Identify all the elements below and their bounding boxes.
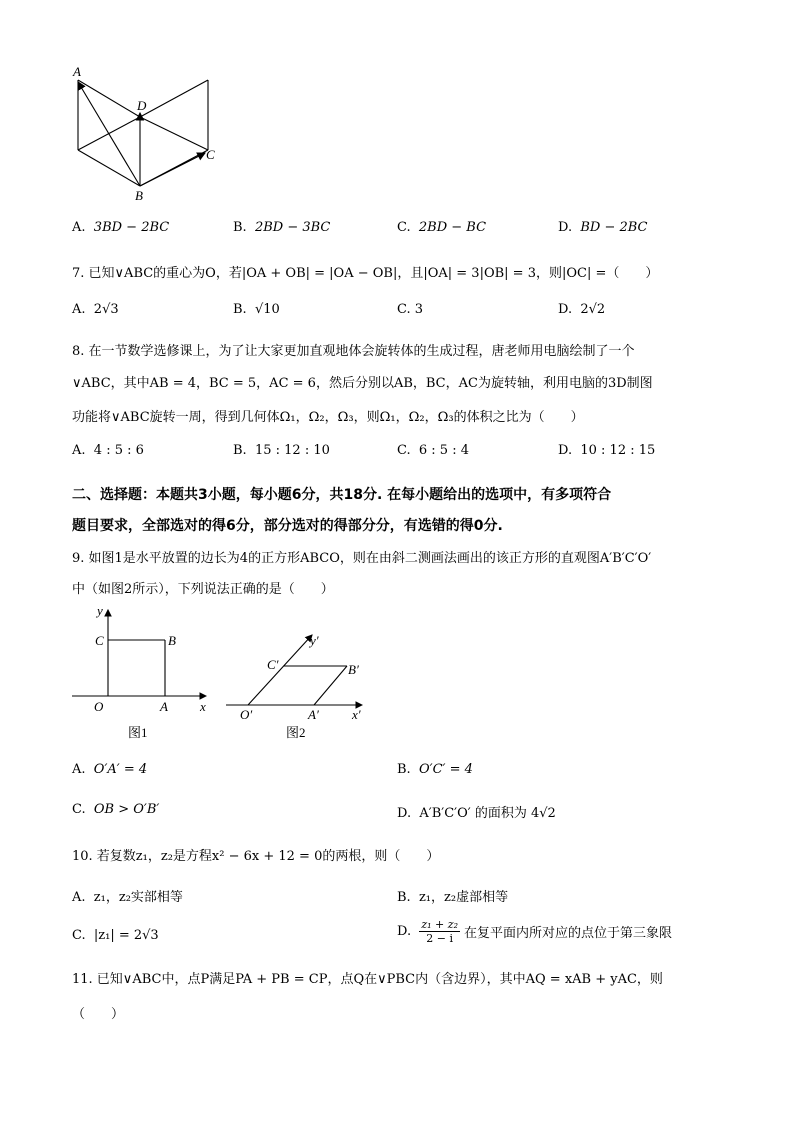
- q9-figure-1: [68, 600, 218, 745]
- fig2-x: x′: [352, 707, 361, 722]
- label-a: A: [73, 64, 81, 79]
- q8-line-1: 8. 在一节数学选修课上，为了让大家更加直观地体会旋转体的生成过程，唐老师用电脑绘制了一个: [72, 344, 635, 359]
- q10-option-b[interactable]: B. z₁，z₂虚部相等: [397, 890, 509, 905]
- q8-option-c[interactable]: C. 6 : 5 : 4: [397, 443, 469, 458]
- fig2-c: C′: [267, 657, 279, 672]
- fig1-x: x: [200, 699, 206, 714]
- label-d: D: [137, 98, 147, 113]
- q9-line-1: 9. 如图1是水平放置的边长为4的正方形ABCO，则在由斜二测画法画出的该正方形的直观图A′B′C′O′: [72, 551, 652, 566]
- q7-option-a[interactable]: A. 2√3: [72, 302, 119, 317]
- q11-line-2: （ ）: [72, 1007, 125, 1022]
- q8-line-2: ∨ABC，其中AB = 4，BC = 5，AC = 6，然后分别以AB，BC，AC为旋转轴，利用电脑的3D制图: [72, 376, 653, 391]
- fig1-b: B: [168, 633, 176, 648]
- q8-option-d[interactable]: D. 10 : 12 : 15: [558, 443, 656, 458]
- q7-option-c[interactable]: C. 3: [397, 302, 424, 317]
- q10-stem: 10. 若复数z₁，z₂是方程x² − 6x + 12 = 0的两根，则（ ）: [72, 849, 440, 864]
- q7-option-d[interactable]: D. 2√2: [558, 302, 606, 317]
- q10-option-c[interactable]: C. |z₁| = 2√3: [72, 928, 159, 943]
- q9-figure-2: [222, 625, 370, 745]
- q9-option-c[interactable]: C. OB > O′B′: [72, 802, 160, 817]
- fig1-caption: 图1: [128, 725, 148, 740]
- q8-line-3: 功能将∨ABC旋转一周，得到几何体Ω₁，Ω₂，Ω₃，则Ω₁，Ω₂，Ω₃的体积之比为（ ）: [72, 410, 584, 425]
- label-b: B: [135, 188, 143, 203]
- q10-fraction: z₁ + z₂ 2 − i: [421, 918, 458, 945]
- q9-option-d[interactable]: D. A′B′C′O′ 的面积为 4√2: [397, 806, 556, 821]
- q6-option-a[interactable]: A. 3BD − 2BC: [72, 220, 170, 235]
- top-geometry-figure: [60, 62, 230, 212]
- fig1-y: y: [97, 603, 103, 618]
- q8-option-b[interactable]: B. 15 : 12 : 10: [233, 443, 330, 458]
- fig1-a: A: [160, 699, 168, 714]
- section2-line-1: 二、选择题：本题共3小题，每小题6分，共18分. 在每小题给出的选项中，有多项符合: [72, 487, 612, 503]
- label-c: C: [206, 147, 215, 162]
- fig2-caption: 图2: [286, 725, 306, 740]
- fig2-y: y′: [310, 633, 319, 648]
- q9-line-2: 中（如图2所示），下列说法正确的是（ ）: [72, 582, 334, 597]
- q7-option-b[interactable]: B. √10: [233, 302, 280, 317]
- q9-option-b[interactable]: B. O′C′ = 4: [397, 762, 473, 777]
- q10-option-a[interactable]: A. z₁，z₂实部相等: [72, 890, 183, 905]
- q6-option-c[interactable]: C. 2BD − BC: [397, 220, 487, 235]
- fig1-o: O: [94, 699, 104, 714]
- fig1-c: C: [95, 633, 104, 648]
- q9-option-a[interactable]: A. O′A′ = 4: [72, 762, 148, 777]
- q6-option-b[interactable]: B. 2BD − 3BC: [233, 220, 331, 235]
- q7-stem: 7. 已知∨ABC的重心为O，若|OA + OB| = |OA − OB|，且|OA| = 3|OB| = 3，则|OC| =（ ）: [72, 266, 659, 281]
- fig2-o: O′: [240, 707, 253, 722]
- section2-line-2: 题目要求，全部选对的得6分，部分选对的得部分分，有选错的得0分.: [72, 518, 503, 534]
- q8-option-a[interactable]: A. 4 : 5 : 6: [72, 443, 144, 458]
- fig2-b: B′: [348, 662, 359, 677]
- q11-line-1: 11. 已知∨ABC中，点P满足PA + PB = CP，点Q在∨PBC内（含边界），其中AQ = xAB + yAC，则: [72, 972, 663, 987]
- q10-option-d[interactable]: D. z₁ + z₂ 2 − i 在复平面内所对应的点位于第三象限: [397, 918, 672, 945]
- fig2-a: A′: [308, 707, 319, 722]
- q6-option-d[interactable]: D. BD − 2BC: [558, 220, 648, 235]
